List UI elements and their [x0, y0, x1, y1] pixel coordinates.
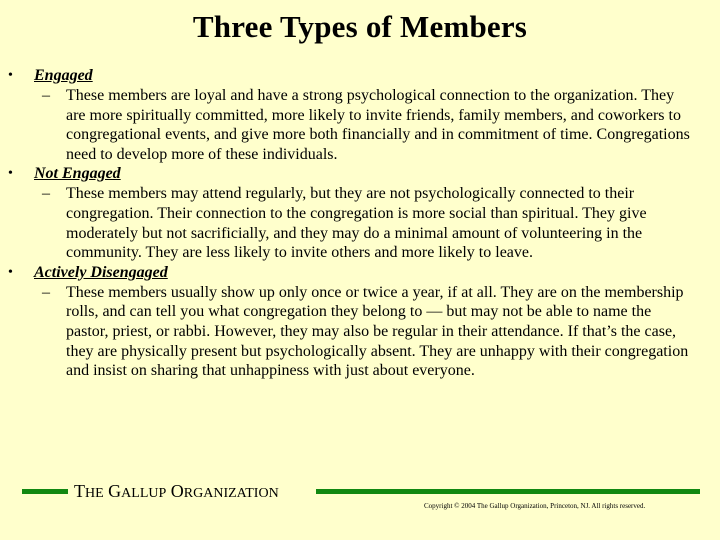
item-description: These members may attend regularly, but they are not psychologically connected to their congregation. Their connection to the congregation is more social than spiritual. They give moderately but not sacrificially, and they may do a minimal amount of volunteering in the community. They are less likely to invite others and more likely to leave. [66, 185, 647, 262]
slide-title: Three Types of Members [192, 9, 528, 44]
list-item-actively-disengaged [0, 263, 720, 381]
item-heading: Not Engaged [34, 165, 121, 183]
dash-icon: – [42, 185, 50, 203]
bullet-icon: • [8, 68, 13, 83]
copyright-notice: Copyright © 2004 The Gallup Organization, Princeton, NJ. All rights reserved. [424, 502, 646, 510]
bullet-icon: • [8, 166, 13, 182]
item-detail [42, 283, 690, 381]
item-heading: Actively Disengaged [34, 263, 168, 281]
list-item-not-engaged [0, 164, 720, 262]
dash-icon: – [42, 283, 50, 301]
bullet-icon: • [8, 264, 13, 280]
item-description: These members are loyal and have a strong psychological connection to the organization. They are more spiritually committed, more likely to invite friends, family members, and coworkers to congregational events, and give more both financially and in commitment of time. Congregations need to develop more of these individuals. [66, 87, 690, 163]
member-types-list [0, 66, 720, 381]
gallup-logo: THE GALLUP ORGANIZATION [74, 481, 279, 501]
item-detail [42, 184, 690, 262]
list-item-engaged [0, 66, 720, 164]
item-heading: Engaged [34, 67, 93, 84]
item-description: These members usually show up only once or twice a year, if at all. They are on the membership rolls, and can tell you what congregation they belong to — but may not be able to name the pastor, priest, or rabbi. However, they may also be regular in their attendance. If that’s the case, they are physically present but psychologically absent. They are unhappy with their congregation and insist on sharing that unhappiness with just about everyone. [66, 283, 689, 380]
footer-rule-left [22, 489, 68, 494]
dash-icon: – [42, 87, 50, 104]
item-detail [42, 86, 690, 164]
footer-rule-right [316, 489, 700, 494]
